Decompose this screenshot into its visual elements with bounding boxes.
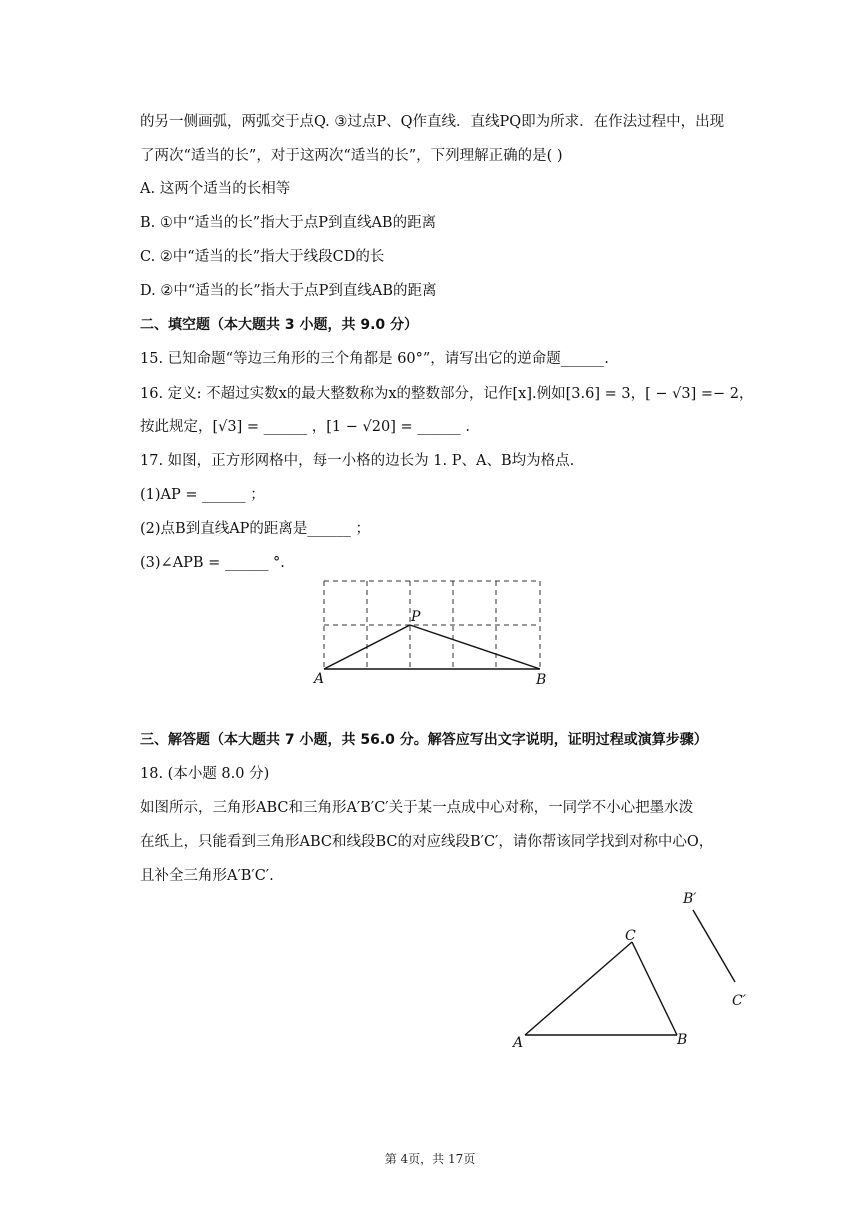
section-heading-fill-in: 二、填空题（本大题共 3 小题，共 9.0 分）	[140, 317, 419, 333]
segment-b-prime-c-prime	[693, 910, 735, 982]
section-heading-solutions: 三、解答题（本大题共 7 小题，共 56.0 分。解答应写出文字说明，证明过程或演算步骤）	[140, 732, 708, 748]
option-a: A. 这两个适当的长相等	[140, 181, 291, 197]
question-15: 15. 已知命题“等边三角形的三个角都是 60°”，请写出它的逆命题______.	[140, 351, 609, 367]
paragraph-line: 了两次“适当的长”，对于这两次“适当的长”，下列理解正确的是( )	[140, 148, 563, 164]
point-label-b-prime: B′	[683, 891, 697, 907]
page-footer: 第 4页，共 17页	[384, 1152, 476, 1166]
option-b: B. ①中“适当的长”指大于点P到直线AB的距离	[140, 215, 437, 231]
question-16: 16. 定义: 不超过实数x的最大整数称为x的整数部分，记作[x].例如[3.6] = 3，[ − √3] =− 2，	[140, 386, 754, 402]
option-c: C. ②中“适当的长”指大于线段CD的长	[140, 249, 385, 265]
question-16-continued: 按此规定，[√3] = ______ ，[1 − √20] = ______ .	[140, 419, 470, 435]
point-label-a: A	[513, 1035, 524, 1051]
dashed-grid	[324, 581, 540, 669]
question-17-part-1: (1)AP = ______ ；	[140, 487, 265, 503]
question-17: 17. 如图，正方形网格中，每一小格的边长为 1. P、A、B均为格点.	[140, 453, 575, 469]
triangle-abc	[525, 942, 677, 1035]
point-label-b: B	[677, 1032, 688, 1048]
symmetry-figure	[505, 885, 765, 1060]
question-18: 18. (本小题 8.0 分)	[140, 766, 270, 782]
paragraph-line: 的另一侧画弧，两弧交于点Q. ③过点P、Q作直线．直线PQ即为所求．在作法过程中，出现	[140, 114, 725, 130]
question-17-part-3: (3)∠APB = ______ °.	[140, 555, 285, 571]
grid-figure	[310, 575, 560, 695]
point-label-c: C	[625, 928, 636, 944]
question-18-text: 如图所示，三角形ABC和三角形A′B′C′关于某一点成中心对称，一同学不小心把墨水泼	[140, 800, 694, 816]
point-label-p: P	[411, 609, 421, 625]
point-label-b: B	[536, 672, 547, 688]
point-label-a: A	[314, 671, 325, 687]
question-17-part-2: (2)点B到直线AP的距离是______ ；	[140, 521, 371, 537]
question-18-text: 且补全三角形A′B′C′.	[140, 868, 274, 884]
question-18-text: 在纸上，只能看到三角形ABC和线段BC的对应线段B′C′，请你帮该同学找到对称中心O，	[140, 834, 714, 850]
option-d: D. ②中“适当的长”指大于点P到直线AB的距离	[140, 283, 437, 299]
point-label-c-prime: C′	[732, 993, 746, 1009]
triangle-apb	[324, 625, 540, 669]
